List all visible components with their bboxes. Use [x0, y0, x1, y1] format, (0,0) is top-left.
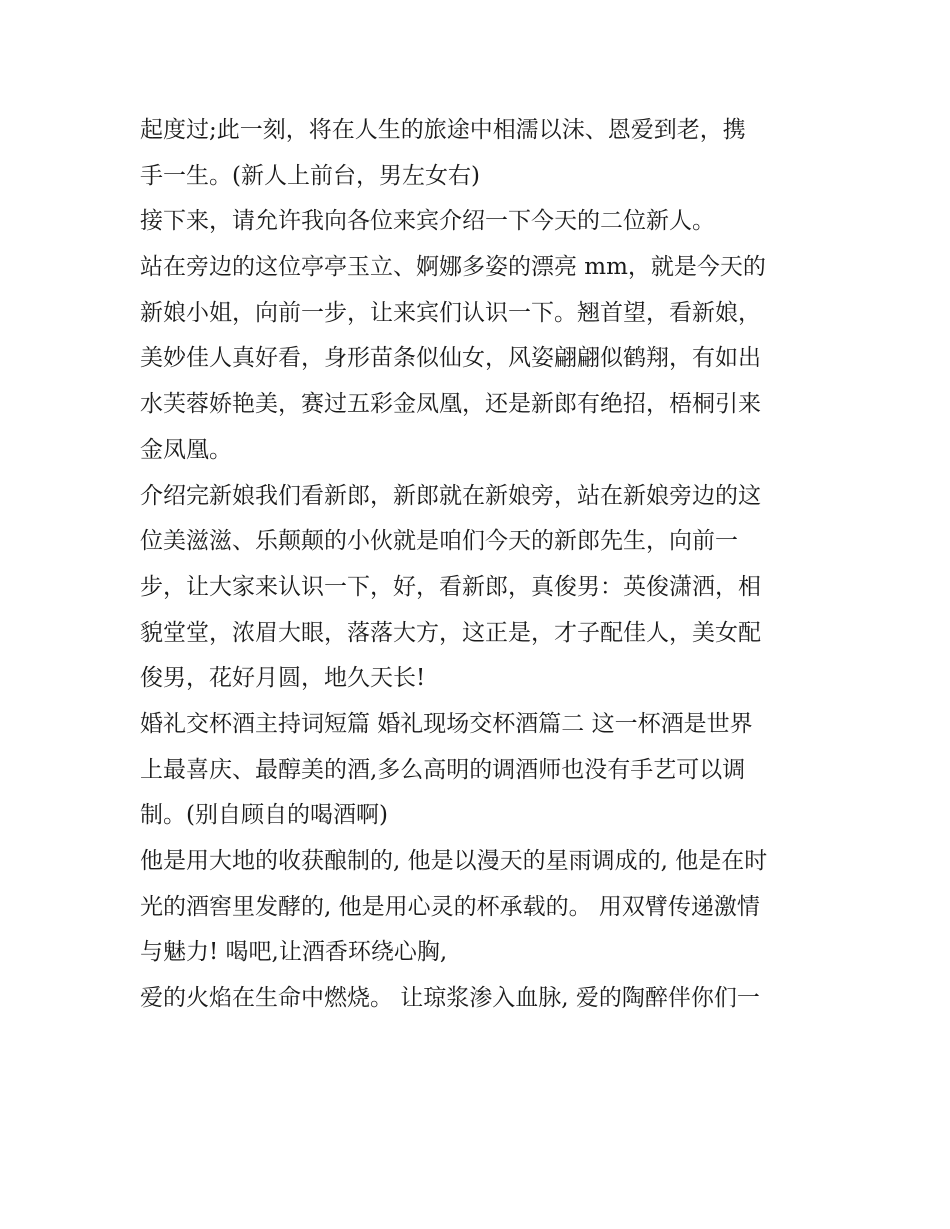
text-line: 接下来，请允许我向各位来宾介绍一下今天的二位新人。 — [140, 208, 715, 235]
text-line: 金凤凰。 — [140, 436, 232, 463]
text-line: 俊男，花好月圆，地久天长! — [140, 665, 426, 692]
text-line: 介绍完新娘我们看新郎，新郎就在新娘旁，站在新娘旁边的这 — [140, 482, 761, 509]
text-line: 貌堂堂，浓眉大眼，落落大方，这正是，才子配佳人，美女配 — [140, 619, 761, 646]
text-line: 手一生。(新人上前台，男左女右) — [140, 162, 480, 189]
text-line: 步，让大家来认识一下，好，看新郎，真俊男：英俊潇洒，相 — [140, 573, 761, 600]
document-body — [140, 108, 820, 1022]
text-line: 美妙佳人真好看，身形苗条似仙女，风姿翩翩似鹤翔，有如出 — [140, 345, 761, 372]
text-line: 位美滋滋、乐颠颠的小伙就是咱们今天的新郎先生，向前一 — [140, 528, 738, 555]
text-line: 与魅力! 喝吧,让酒香环绕心胸, — [140, 939, 448, 966]
text-line: 水芙蓉娇艳美，赛过五彩金凤凰，还是新郎有绝招，梧桐引来 — [140, 391, 761, 418]
text-line: 起度过;此一刻，将在人生的旅途中相濡以沫、恩爱到老，携 — [140, 117, 746, 143]
text-line: 新娘小姐，向前一步，让来宾们认识一下。翘首望，看新娘， — [140, 299, 761, 326]
text-line: 婚礼交杯酒主持词短篇 婚礼现场交杯酒篇二 这一杯酒是世界 — [140, 710, 753, 737]
text-line: 爱的火焰在生命中燃烧。 让琼浆渗入血脉, 爱的陶醉伴你们一 — [140, 985, 760, 1012]
text-line: 他是用大地的收获酿制的, 他是以漫天的星雨调成的, 他是在时 — [140, 848, 768, 874]
text-line: 站在旁边的这位亭亭玉立、婀娜多姿的漂亮 mm，就是今天的 — [140, 254, 766, 281]
text-line: 光的酒窖里发酵的, 他是用心灵的杯承载的。 用双臂传递激情 — [140, 893, 760, 920]
text-line: 上最喜庆、最醇美的酒,多么高明的调酒师也没有手艺可以调 — [140, 756, 746, 783]
text-line: 制。(别自顾自的喝酒啊) — [140, 802, 388, 829]
